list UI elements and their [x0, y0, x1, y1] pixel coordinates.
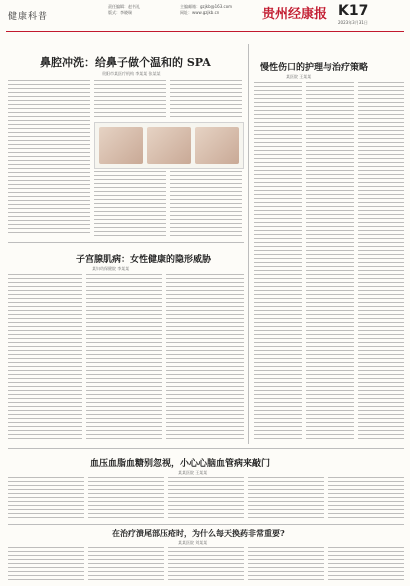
article-body	[248, 547, 324, 583]
article-body	[88, 477, 164, 521]
contact-info	[180, 4, 232, 16]
article-body	[170, 80, 242, 120]
section-divider	[8, 448, 404, 449]
section-divider	[8, 242, 244, 243]
article-body	[94, 171, 166, 236]
layout-name: 版式：李晓瑞	[108, 10, 132, 15]
issue-date: 2023年3月31日	[338, 20, 368, 25]
article-body	[328, 477, 404, 521]
article-byline: 某医院 王某某	[286, 74, 312, 79]
page-header	[0, 0, 410, 34]
article-title: 慢性伤口的护理与治疗策略	[260, 63, 369, 73]
section-title: 健康科普	[8, 12, 49, 22]
header-rule	[6, 31, 404, 32]
article-body	[166, 274, 244, 442]
article-body	[88, 547, 164, 583]
article-byline: 某妇幼保健院 李某某	[92, 266, 130, 271]
article-body	[306, 82, 354, 442]
article-byline: 某某医院 刘某某	[178, 540, 208, 545]
nasal-rinse-photo	[99, 127, 143, 164]
article-title: 血压血脂血糖别忽视，小心心脑血管病来敲门	[90, 459, 271, 469]
article-body	[328, 547, 404, 583]
editor-name: 责任编辑：赵书礼	[108, 4, 140, 9]
article-body	[248, 477, 324, 521]
nasal-rinse-photo	[195, 127, 239, 164]
article-body	[8, 80, 90, 236]
article-body	[8, 547, 84, 583]
article-body	[168, 477, 244, 521]
article-title: 在治疗溃尾部压疮时，为什么每天换药非常重要?	[112, 528, 285, 538]
website: 网址：www.gzjkb.cn	[180, 10, 220, 15]
article-byline: 贵阳市某医疗机构 李某某 张某某	[102, 71, 161, 76]
article-body	[170, 171, 242, 236]
article-body	[168, 547, 244, 583]
article-title: 子宫腺肌病：女性健康的隐形威胁	[76, 255, 212, 265]
editor-info	[108, 4, 140, 16]
article-body	[358, 82, 404, 442]
editor-email: 主编邮箱：gzjkb@163.com	[180, 4, 233, 9]
article-body	[254, 82, 302, 442]
column-divider	[248, 44, 249, 444]
article-body	[86, 274, 162, 442]
article-body	[8, 477, 84, 521]
section-divider	[8, 524, 404, 525]
article-body	[8, 274, 82, 442]
article-byline: 某某医院 王某某	[178, 470, 208, 475]
nasal-rinse-photo	[147, 127, 191, 164]
page-number: K17	[338, 3, 369, 19]
photo-strip	[94, 122, 244, 169]
article-body	[94, 80, 166, 120]
article-title: 鼻腔冲洗：给鼻子做个温和的 SPA	[40, 56, 211, 69]
newspaper-logo: 贵州经康报	[262, 7, 328, 22]
